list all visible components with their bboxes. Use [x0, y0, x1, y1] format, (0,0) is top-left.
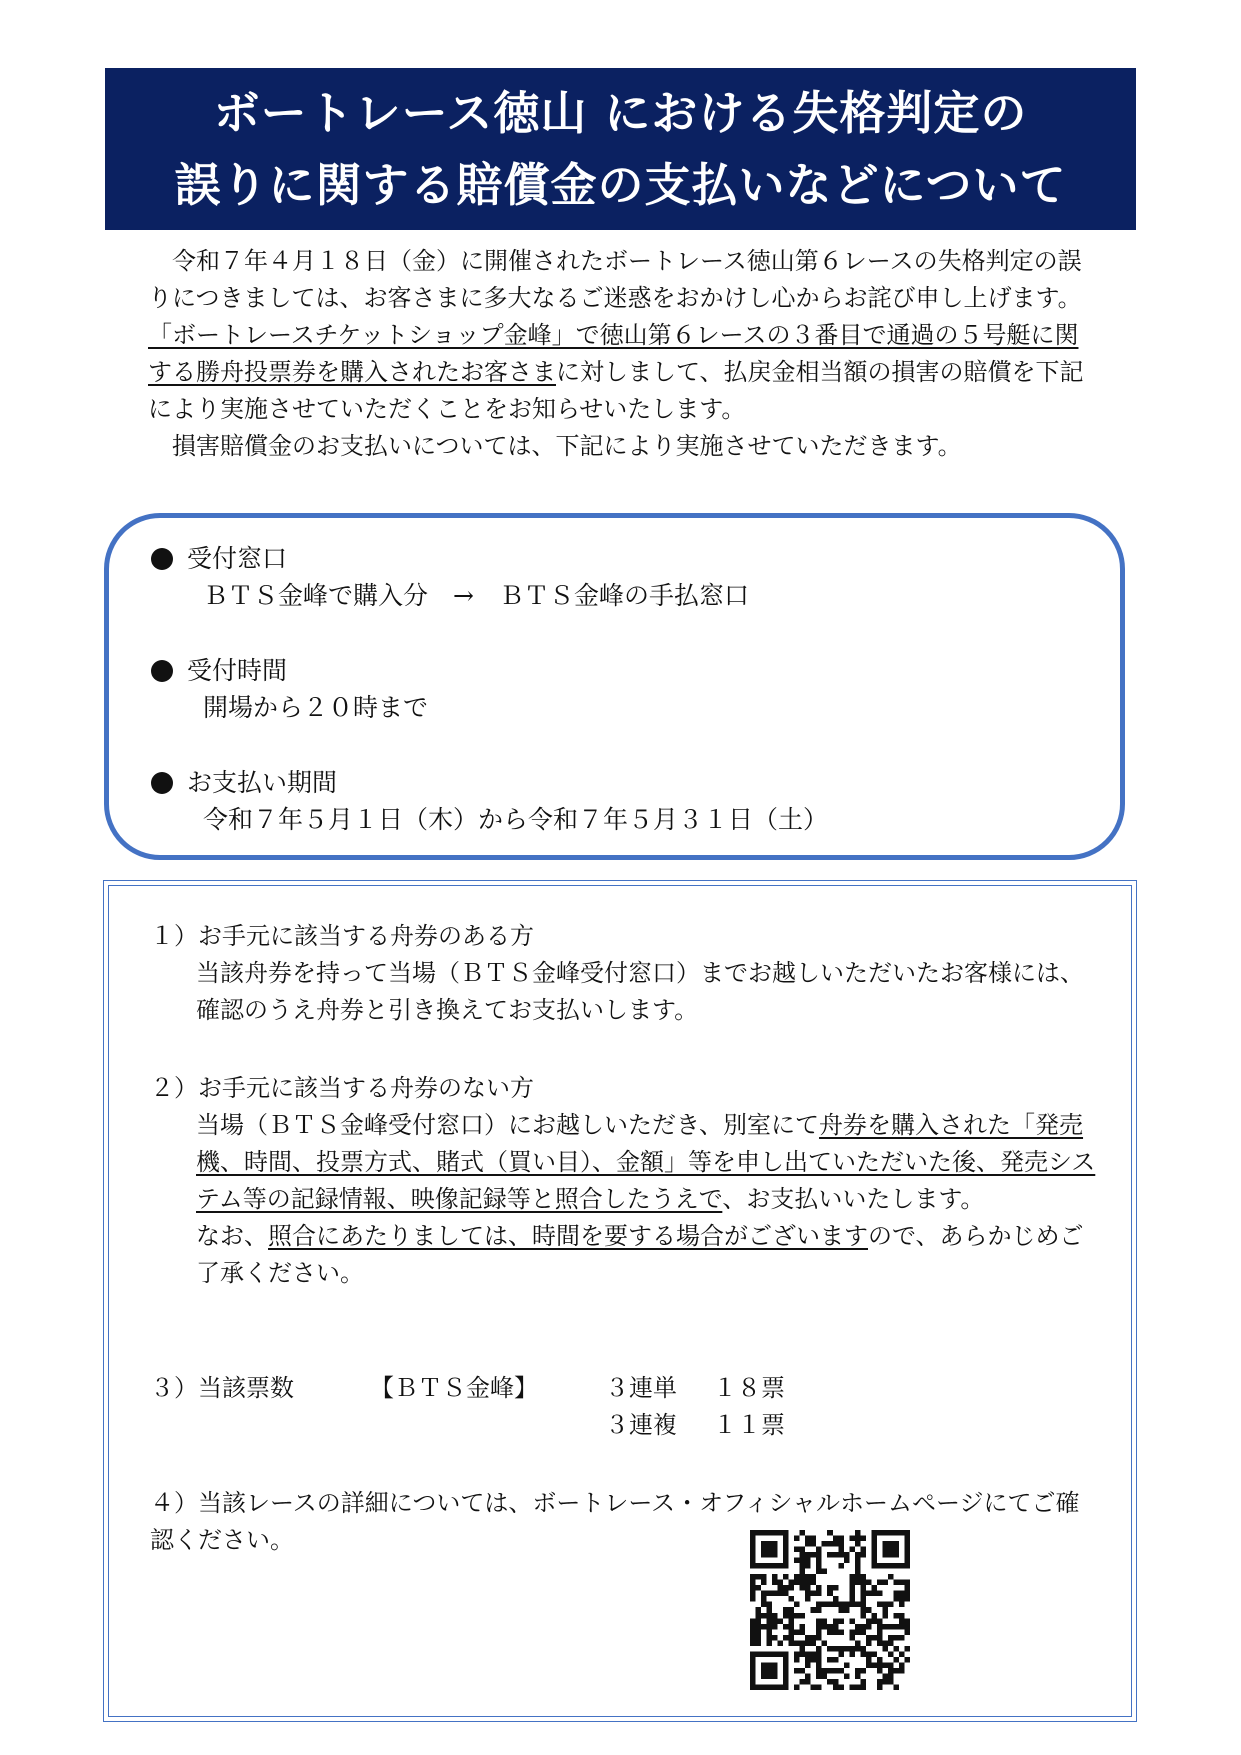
bullet-icon: [151, 772, 173, 794]
section-4: [150, 1485, 1080, 1559]
section-2-note: [150, 1218, 1100, 1292]
intro-text: [148, 243, 1098, 465]
ticket-type-2: ３連複: [605, 1411, 677, 1439]
info-period-label: お支払い期間: [187, 768, 338, 797]
section-2-note-a: なお、: [196, 1222, 268, 1250]
info-box: [104, 513, 1125, 860]
intro-paragraph-3: 損害賠償金のお支払いについては、下記により実施させていただきます。: [172, 432, 962, 460]
section-3-heading: ３）当該票数: [150, 1374, 294, 1402]
intro-underlined: 「ボートレースチケットショップ金峰」で徳山第６レースの３番目で通過の５号艇に関する勝舟投票券を購入されたお客さま: [148, 321, 1079, 386]
section-2-body: [150, 1107, 1100, 1218]
section-1: [150, 918, 1100, 1029]
section-2-body-a: 当場（ＢＴＳ金峰受付窓口）にお越しいただき、別室にて: [196, 1111, 820, 1139]
section-3: [150, 1370, 1100, 1444]
info-hours: [151, 652, 428, 726]
section-1-heading: １）お手元に該当する舟券のある方: [150, 922, 534, 950]
intro-paragraph-2-rest: に対しまして、払戻金相当額の損害の賠償を下記により実施させていただくことをお知らせいたします。: [148, 358, 1084, 423]
section-2-note-underlined: 照合にあたりましては、時間を要する場合がございます: [268, 1222, 868, 1250]
section-2-note-b: ので、あらかじめご了承ください。: [196, 1222, 1084, 1287]
ticket-count-1: １８票: [713, 1374, 785, 1402]
info-hours-value: 開場から２０時まで: [203, 693, 429, 722]
ticket-type-1: ３連単: [605, 1374, 677, 1402]
info-hours-label: 受付時間: [187, 656, 288, 685]
info-period-value: 令和７年５月１日（木）から令和７年５月３１日（土）: [203, 805, 829, 834]
info-window-value: ＢＴＳ金峰で購入分 → ＢＴＳ金峰の手払窓口: [203, 581, 749, 610]
bullet-icon: [151, 548, 173, 570]
section-2-heading: ２）お手元に該当する舟券のない方: [150, 1074, 534, 1102]
info-window: [151, 540, 749, 614]
section-2-body-b: 、お支払いいたします。: [722, 1185, 985, 1213]
intro-paragraph-2: [148, 317, 1098, 428]
title-banner: [105, 68, 1136, 230]
intro-paragraph-1: 令和７年４月１８日（金）に開催されたボートレース徳山第６レースの失格判定の誤りにつきましては、お客さまに多大なるご迷惑をおかけし心からお詫び申し上げます。: [148, 247, 1082, 312]
title-line-1: ボートレース徳山 における失格判定の: [213, 86, 1028, 140]
ticket-count-2: １１票: [713, 1411, 785, 1439]
title-line-2: 誤りに関する賠償金の支払いなどについて: [174, 158, 1067, 212]
section-4-text: ４）当該レースの詳細については、ボートレース・オフィシャルホームページにてご確認ください。: [150, 1489, 1080, 1554]
section-2: [150, 1070, 1100, 1292]
bullet-icon: [151, 660, 173, 682]
info-period: [151, 764, 828, 838]
section-1-body: 当該舟券を持って当場（ＢＴＳ金峰受付窓口）までお越しいただいたお客様には、確認のうえ舟券と引き換えてお支払いします。: [196, 959, 1084, 1024]
qr-code-icon: [750, 1530, 910, 1690]
info-window-label: 受付窓口: [187, 544, 288, 573]
section-3-shop: 【ＢＴＳ金峰】: [370, 1374, 538, 1402]
section-2-body-underlined: 舟券を購入された「発売機、時間、投票方式、賭式（買い目）、金額」等を申し出ていただいた後、発売システム等の記録情報、映像記録等と照合したうえで: [196, 1111, 1096, 1213]
